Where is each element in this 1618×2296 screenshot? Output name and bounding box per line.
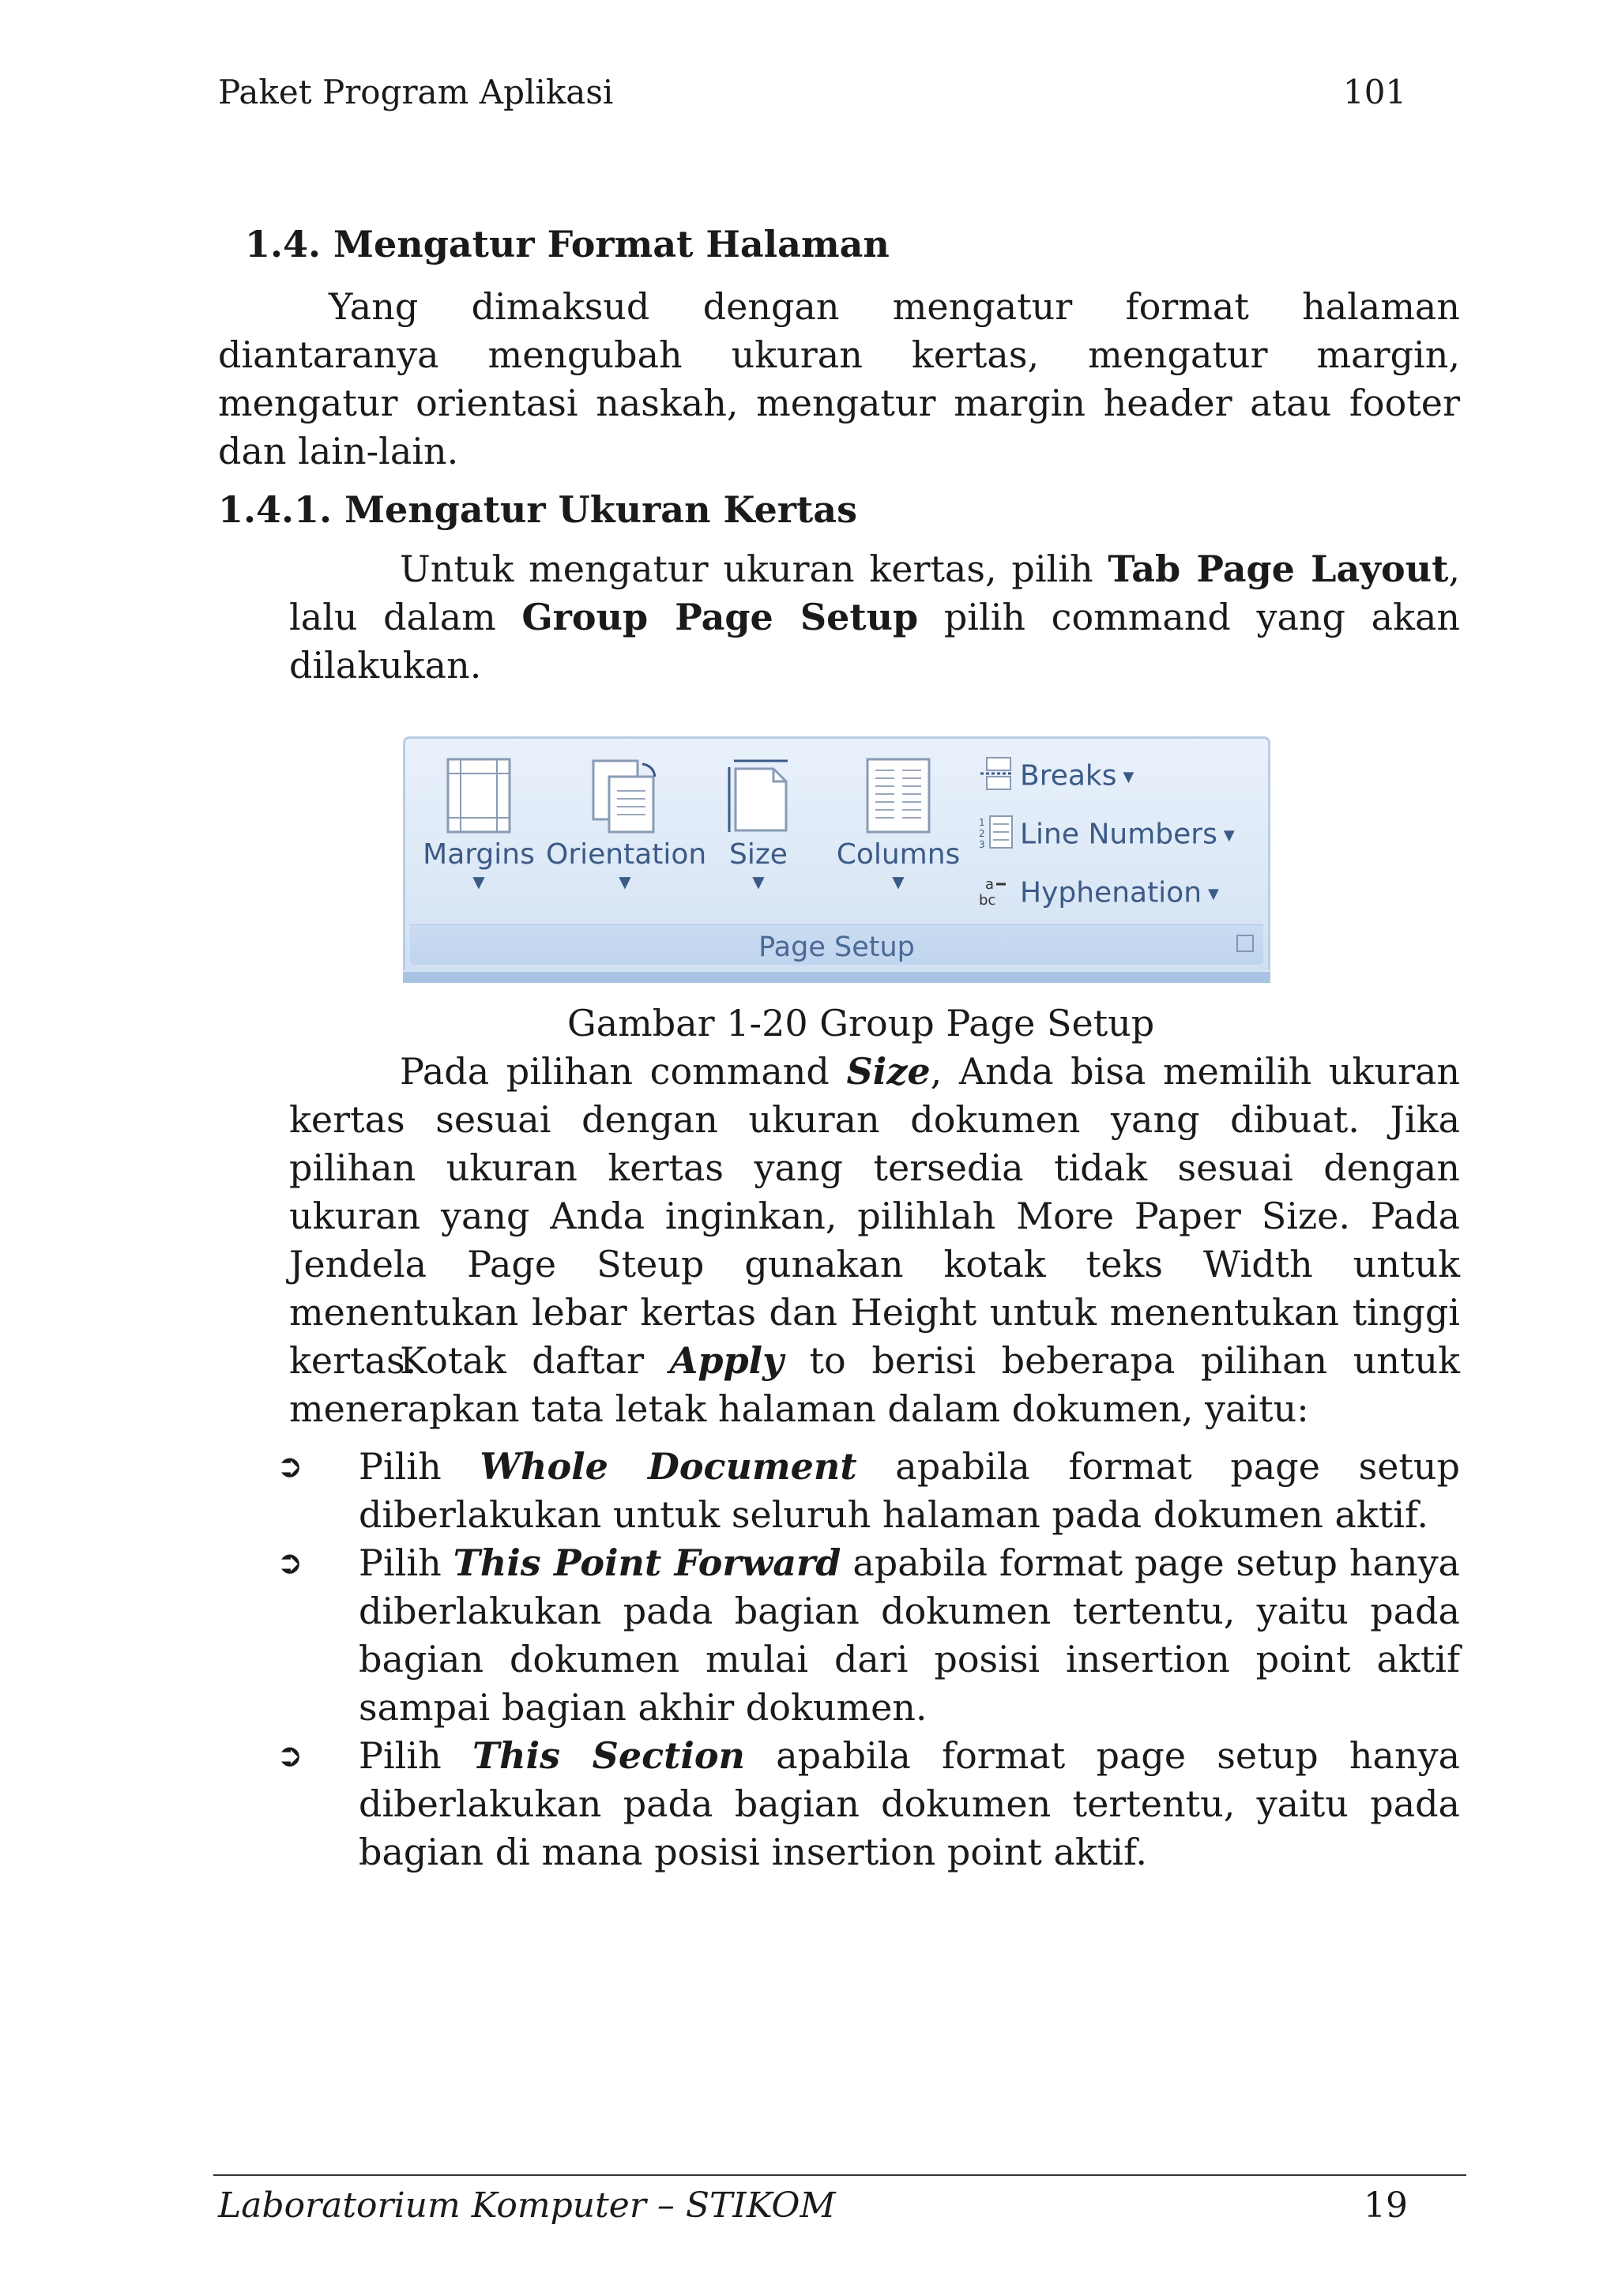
apply-paragraph	[289, 1337, 1460, 1433]
running-header-page-number: 101	[1343, 73, 1407, 111]
dialog-launcher-icon[interactable]	[1236, 935, 1254, 952]
instruction-text: , lalu dalam	[289, 548, 1461, 638]
size-button[interactable]	[715, 756, 802, 893]
columns-icon	[864, 756, 932, 835]
instruction-text: pilih command yang akan dilakukan.	[289, 596, 1460, 687]
svg-text:1: 1	[979, 817, 985, 828]
arrow-bullet-icon: ➲	[277, 1737, 303, 1774]
group-page-setup-term: Group Page Setup	[521, 596, 919, 638]
chevron-down-icon: ▼	[1208, 886, 1219, 902]
footer-publisher: Laboratorium Komputer – STIKOM	[218, 2185, 836, 2226]
list-item-text: Pilih	[359, 1541, 453, 1584]
list-item-text: Pilih	[359, 1445, 480, 1488]
margins-icon	[445, 756, 513, 835]
section-title: 1.4. Mengatur Format Halaman	[245, 223, 890, 265]
line-numbers-label: Line Numbers	[1020, 818, 1217, 851]
figure-caption: Gambar 1-20 Group Page Setup	[567, 1002, 1155, 1044]
paragraph-text: Kotak daftar	[400, 1339, 670, 1382]
hyphenation-button[interactable]	[979, 873, 1219, 915]
orientation-button[interactable]	[546, 756, 707, 893]
svg-text:bc: bc	[979, 892, 996, 908]
ribbon-bottom-border	[403, 970, 1270, 983]
margins-button[interactable]	[420, 756, 538, 893]
chevron-down-icon: ▼	[619, 872, 631, 891]
list-item-text: apabila format page setup hanya diberlakukan pada bagian dokumen tertentu, yaitu pada bagian dokumen mulai dari posisi insertion point aktif sampai bagian akhir dokumen.	[359, 1541, 1460, 1729]
paragraph-text: to berisi beberapa pilihan untuk menerapkan tata letak halaman dalam dokumen, yaitu:	[289, 1339, 1460, 1430]
line-numbers-icon	[979, 815, 1020, 856]
apply-term: Apply	[669, 1339, 784, 1382]
subsection-title: 1.4.1. Mengatur Ukuran Kertas	[218, 488, 857, 531]
group-label: Page Setup	[758, 932, 915, 963]
size-label: Size	[729, 838, 788, 871]
list-item	[277, 1539, 1460, 1732]
chevron-down-icon: ▼	[472, 872, 485, 891]
svg-text:3: 3	[979, 839, 985, 849]
breaks-icon	[979, 756, 1020, 798]
ribbon-group-footer	[410, 924, 1263, 965]
columns-label: Columns	[836, 838, 961, 871]
running-header-title: Paket Program Aplikasi	[218, 73, 614, 111]
margins-label: Margins	[423, 838, 535, 871]
orientation-label: Orientation	[546, 838, 707, 871]
list-item-text: Pilih	[359, 1734, 472, 1777]
intro-paragraph: Yang dimaksud dengan mengatur format halaman diantaranya mengubah ukuran kertas, mengatur margin, mengatur orientasi naskah, mengatur margin header atau footer dan lain-lain.	[218, 285, 1460, 472]
instruction-text: Untuk mengatur ukuran kertas, pilih	[400, 548, 1108, 590]
size-paragraph	[289, 1048, 1460, 1385]
footer-divider	[213, 2174, 1466, 2176]
breaks-label: Breaks	[1020, 759, 1117, 792]
svg-text:2: 2	[979, 828, 985, 839]
apply-options-list	[277, 1443, 1460, 1876]
hyphenation-icon	[979, 873, 1020, 915]
size-icon	[723, 756, 794, 835]
paper-size-instruction	[289, 545, 1460, 690]
option-term: Whole Document	[480, 1445, 857, 1488]
arrow-bullet-icon: ➲	[277, 1448, 303, 1485]
option-term: This Point Forward	[453, 1541, 841, 1584]
option-term: This Section	[472, 1734, 745, 1777]
size-term: Size	[846, 1050, 931, 1093]
tab-page-layout-term: Tab Page Layout	[1108, 548, 1449, 590]
chevron-down-icon: ▼	[752, 872, 765, 891]
line-numbers-button[interactable]	[979, 815, 1235, 856]
hyphenation-label: Hyphenation	[1020, 876, 1202, 909]
chevron-down-icon: ▼	[1123, 769, 1134, 785]
paragraph-text: Pada pilihan command	[400, 1050, 847, 1093]
chevron-down-icon: ▼	[1223, 827, 1235, 844]
orientation-icon	[587, 756, 663, 835]
chevron-down-icon: ▼	[892, 872, 905, 891]
list-item	[277, 1732, 1460, 1876]
list-item-text: apabila format page setup diberlakukan untuk seluruh halaman pada dokumen aktif.	[359, 1445, 1460, 1536]
list-item	[277, 1443, 1460, 1539]
paragraph-text: , Anda bisa memilih ukuran kertas sesuai dengan ukuran dokumen yang dibuat. Jika pilihan ukuran kertas yang tersedia tidak sesuai dengan ukuran yang Anda inginkan, pilihlah More Paper Size. Pada Jendela Page Steup gunakan kotak teks Width untuk menentukan lebar kertas dan Height untuk menentukan tinggi kertas.	[289, 1050, 1460, 1382]
list-item-text: apabila format page setup hanya diberlakukan pada bagian dokumen tertentu, yaitu pada bagian di mana posisi insertion point aktif.	[359, 1734, 1460, 1873]
columns-button[interactable]	[835, 756, 961, 893]
page-setup-ribbon-group	[403, 736, 1270, 983]
breaks-button[interactable]	[979, 756, 1134, 798]
arrow-bullet-icon: ➲	[277, 1545, 303, 1581]
footer-page-number: 19	[1364, 2185, 1408, 2226]
svg-text:a: a	[985, 876, 995, 893]
